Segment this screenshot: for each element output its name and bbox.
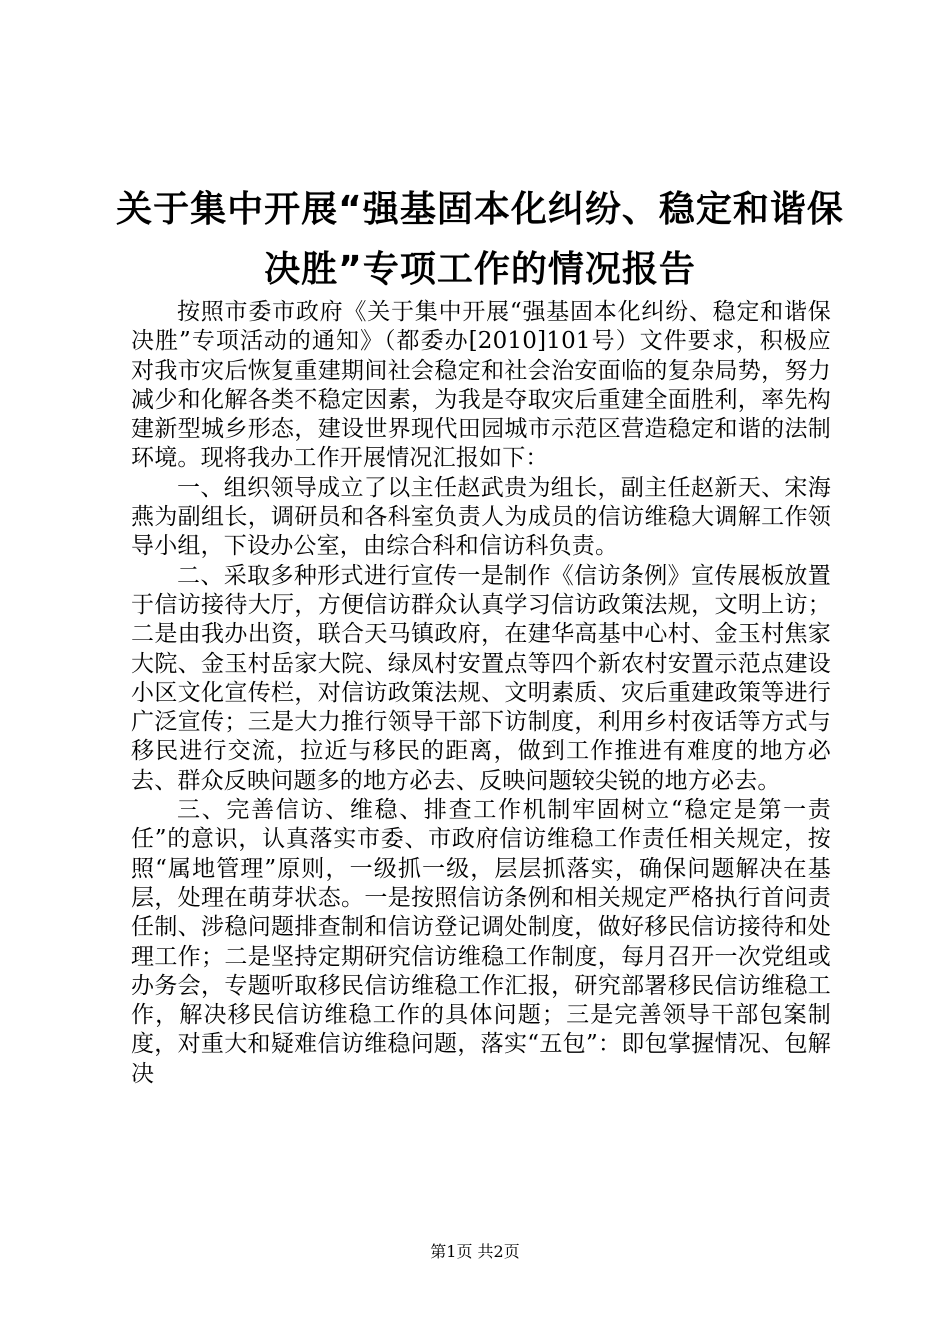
paragraph-section-1: 一、组织领导成立了以主任赵武贵为组长，副主任赵新天、宋海燕为副组长，调研员和各科室负责人为成员的信访维稳大调解工作领导小组，下设办公室，由综合科和信访科负责。 xyxy=(131,474,831,560)
page-number: 第1页 共2页 xyxy=(430,1242,520,1261)
paragraph-section-3: 三、完善信访、维稳、排查工作机制牢固树立“稳定是第一责任”的意识，认真落实市委、市政府信访维稳工作责任相关规定，按照“属地管理”原则，一级抓一级，层层抓落实，确保问题解决在基层，处理在萌芽状态。一是按照信访条例和相关规定严格执行首问责任制、涉稳问题排查制和信访登记调处制度，做好移民信访接待和处理工作；二是坚持定期研究信访维稳工作制度，每月召开一次党组或办务会，专题听取移民信访维稳工作汇报，研究部署移民信访维稳工作，解决移民信访维稳工作的具体问题；三是完善领导干部包案制度，对重大和疑难信访维稳问题，落实“五包”：即包掌握情况、包解决 xyxy=(131,797,831,1087)
document-body xyxy=(131,298,831,1089)
title-line-2: 决胜”专项工作的情况报告 xyxy=(264,249,696,290)
page-footer xyxy=(0,1242,950,1262)
document-title xyxy=(110,180,850,300)
paragraph-section-2: 二、采取多种形式进行宣传一是制作《信访条例》宣传展板放置于信访接待大厅，方便信访群众认真学习信访政策法规，文明上访；二是由我办出资，联合天马镇政府，在建华高基中心村、金玉村焦家大院、金玉村岳家大院、绿凤村安置点等四个新农村安置示范点建设小区文化宣传栏，对信访政策法规、文明素质、灾后重建政策等进行广泛宣传；三是大力推行领导干部下访制度，利用乡村夜话等方式与移民进行交流，拉近与移民的距离，做到工作推进有难度的地方必去、群众反映问题多的地方必去、反映问题较尖锐的地方必去。 xyxy=(131,562,831,794)
title-line-1: 关于集中开展“强基固本化纠纷、稳定和谐保 xyxy=(116,189,844,230)
paragraph-intro: 按照市委市政府《关于集中开展“强基固本化纠纷、稳定和谐保决胜”专项活动的通知》（都委办[2010]101号）文件要求，积极应对我市灾后恢复重建期间社会稳定和社会治安面临的复杂局势，努力减少和化解各类不稳定因素，为我是夺取灾后重建全面胜利，率先构建新型城乡形态，建设世界现代田园城市示范区营造稳定和谐的法制环境。现将我办工作开展情况汇报如下： xyxy=(131,299,831,472)
